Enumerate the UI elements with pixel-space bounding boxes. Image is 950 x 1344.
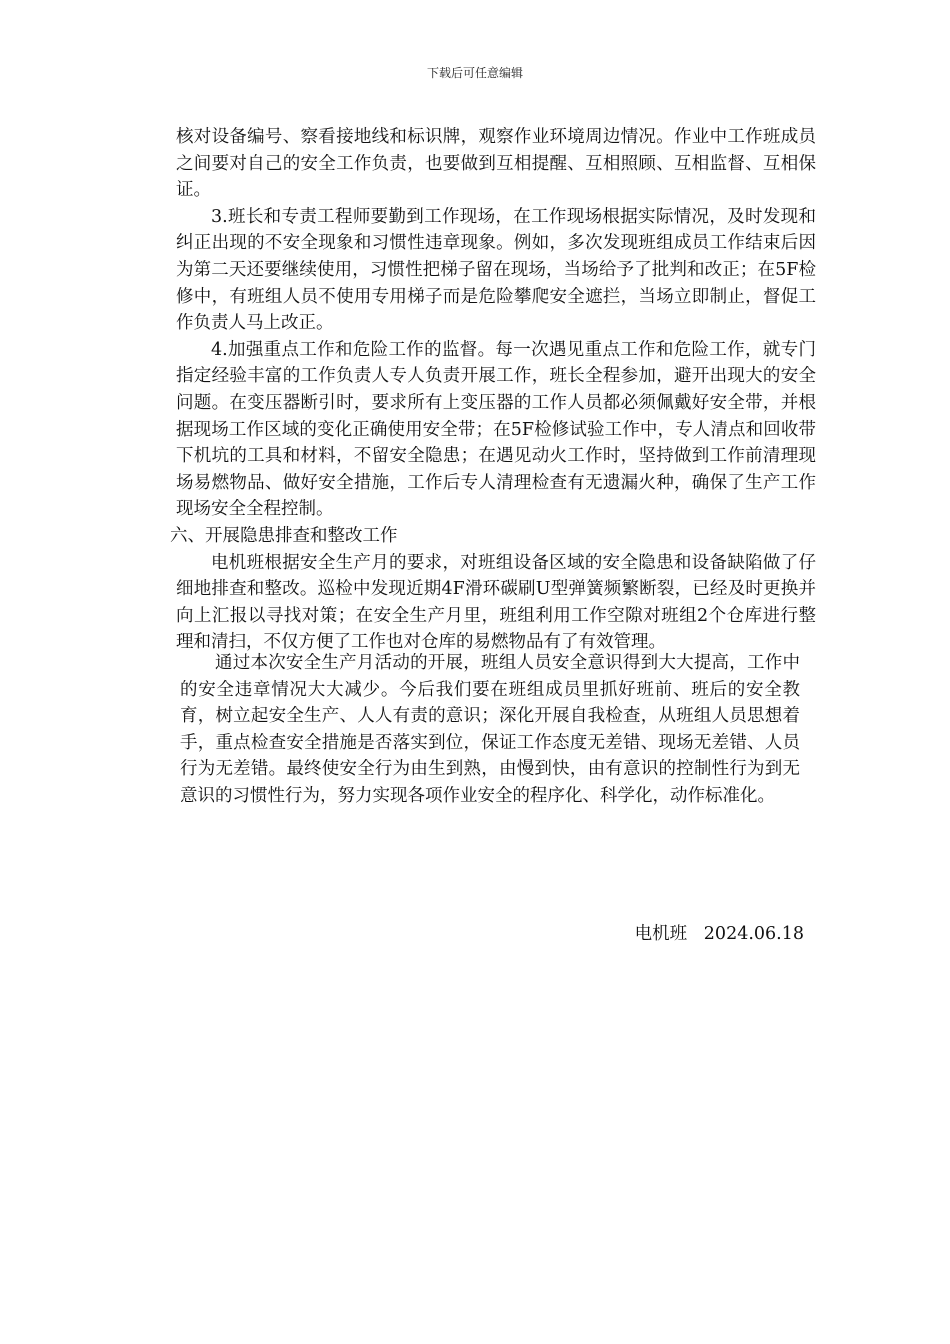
closing-paragraph: 通过本次安全生产月活动的开展，班组人员安全意识得到大大提高，工作中的安全违章情况大大减少。今后我们要在班组成员里抓好班前、班后的安全教育，树立起安全生产、人人有责的意识；深化开展自我检查，从班组人员思想着手，重点检查安全措施是否落实到位，保证工作态度无差错、现场无差错、人员行为无差错。最终使安全行为由生到熟，由慢到快，由有意识的控制性行为到无意识的习惯性行为，努力实现各项作业安全的程序化、科学化，动作标准化。	[180, 653, 800, 806]
signature-date: 2024.06.18	[703, 924, 804, 944]
signature-line	[560, 922, 804, 946]
closing-section	[180, 650, 800, 810]
paragraph-continued: 核对设备编号、察看接地线和标识牌，观察作业环境周边情况。作业中工作班成员之间要对自己的安全工作负责，也要做到互相提醒、互相照顾、互相监督、互相保证。	[176, 127, 816, 201]
signature-team: 电机班	[634, 924, 688, 944]
section-heading-6: 六、开展隐患排查和整改工作	[170, 525, 398, 546]
paragraph-section-6: 电机班根据安全生产月的要求，对班组设备区域的安全隐患和设备缺陷做了仔细地排查和整改。巡检中发现近期4F滑环碳刷U型弹簧频繁断裂，已经及时更换并向上汇报以寻找对策；在安全生产月里，班组利用工作空隙对班组2个仓库进行整理和清扫，不仅方便了工作也对仓库的易燃物品有了有效管理。	[176, 552, 816, 653]
paragraph-item-4: 4.加强重点工作和危险工作的监督。每一次遇见重点工作和危险工作，就专门指定经验丰富的工作负责人专人负责开展工作，班长全程参加，避开出现大的安全问题。在变压器断引时，要求所有上变压器的工作人员都必须佩戴好安全带，并根据现场工作区域的变化正确使用安全带；在5F检修试验工作中，专人清点和回收带下机坑的工具和材料，不留安全隐患；在遇见动火工作时，坚持做到工作前清理现场易燃物品、做好安全措施，工作后专人清理检查有无遗漏火种，确保了生产工作现场安全全程控制。	[176, 339, 816, 520]
paragraph-item-3: 3.班长和专责工程师要勤到工作现场，在工作现场根据实际情况，及时发现和纠正出现的不安全现象和习惯性违章现象。例如，多次发现班组成员工作结束后因为第二天还要继续使用，习惯性把梯子留在现场，当场给予了批判和改正；在5F检修中，有班组人员不使用专用梯子而是危险攀爬安全遮拦，当场立即制止，督促工作负责人马上改正。	[176, 206, 816, 334]
header-note: 下载后可任意编辑	[426, 66, 523, 80]
body-text	[170, 124, 816, 656]
